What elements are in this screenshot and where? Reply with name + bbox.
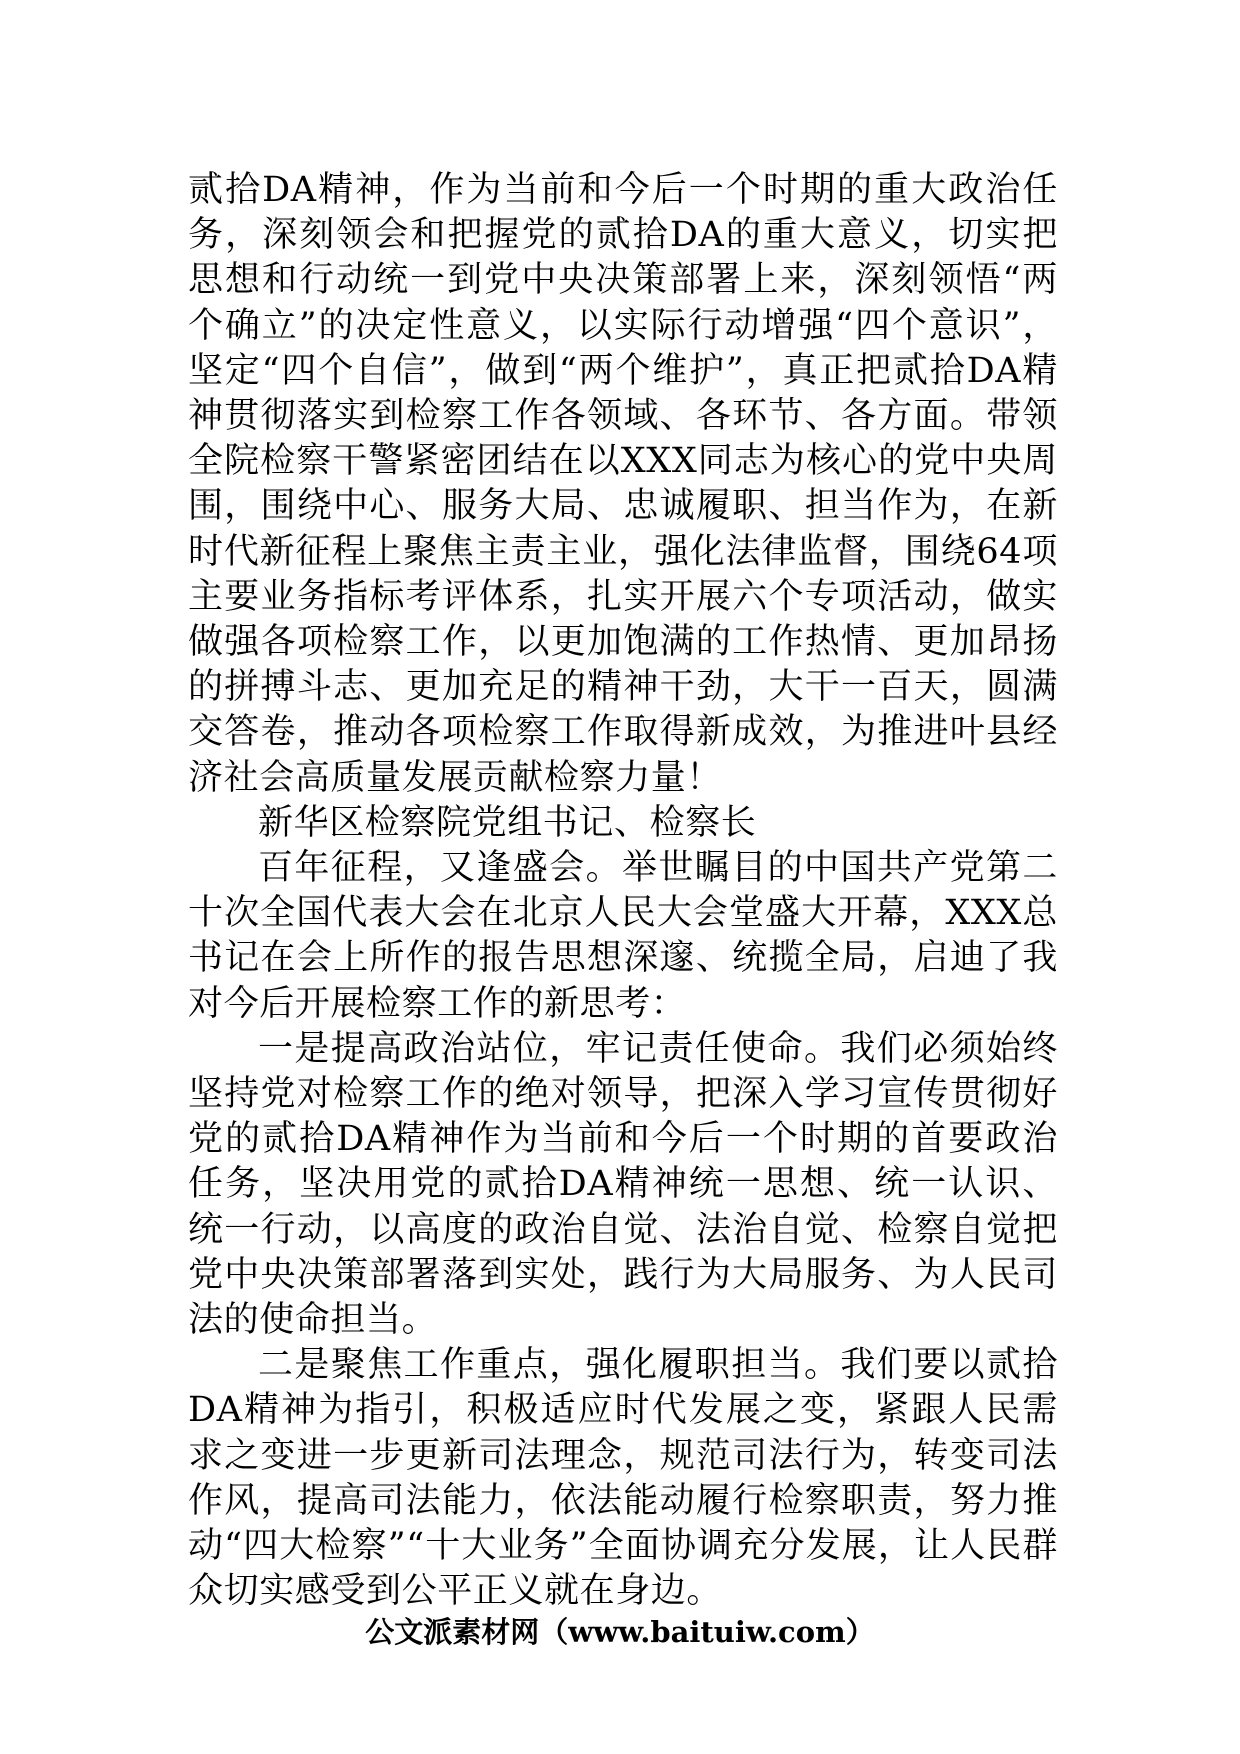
paragraph-continuation: 贰拾DA精神，作为当前和今后一个时期的重大政治任务，深刻领会和把握党的贰拾DA的重大意义，切实把思想和行动统一到党中央决策部署上来，深刻领悟“两个确立”的决定性意义，以实际行动增强“四个意识”，坚定“四个自信”，做到“两个维护”，真正把贰拾DA精神贯彻落实到检察工作各领域、各环节、各方面。带领全院检察干警紧密团结在以XXX同志为核心的党中央周围，围绕中心、服务大局、忠诚履职、担当作为，在新时代新征程上聚焦主责主业，强化法律监督，围绕64项主要业务指标考评体系，扎实开展六个专项活动，做实做强各项检察工作，以更加饱满的工作热情、更加昂扬的拼搏斗志、更加充足的精神干劲，大干一百天，圆满交答卷，推动各项检察工作取得新成效，为推进叶县经济社会高质量发展贡献检察力量！ xyxy=(188,170,1058,798)
paragraph-intro: 百年征程，又逢盛会。举世瞩目的中国共产党第二十次全国代表大会在北京人民大会堂盛大开幕，XXX总书记在会上所作的报告思想深邃、统揽全局，启迪了我对今后开展检察工作的新思考： xyxy=(188,848,1058,1024)
speaker-title: 新华区检察院党组书记、检察长 xyxy=(258,802,757,843)
page-footer: 公文派素材网（www.baituiw.com） xyxy=(365,1615,875,1649)
paragraph-point-one: 一是提高政治站位，牢记责任使命。我们必须始终坚持党对检察工作的绝对领导，把深入学习宣传贯彻好党的贰拾DA精神作为当前和今后一个时期的首要政治任务，坚决用党的贰拾DA精神统一思想、统一认识、统一行动，以高度的政治自觉、法治自觉、检察自觉把党中央决策部署落到实处，践行为大局服务、为人民司法的使命担当。 xyxy=(188,1028,1058,1341)
document-body xyxy=(188,168,1058,1615)
paragraph-point-two: 二是聚焦工作重点，强化履职担当。我们要以贰拾DA精神为指引，积极适应时代发展之变，紧跟人民需求之变进一步更新司法理念，规范司法行为，转变司法作风，提高司法能力，依法能动履行检察职责，努力推动“四大检察”“十大业务”全面协调充分发展，让人民群众切实感受到公平正义就在身边。 xyxy=(188,1345,1058,1612)
